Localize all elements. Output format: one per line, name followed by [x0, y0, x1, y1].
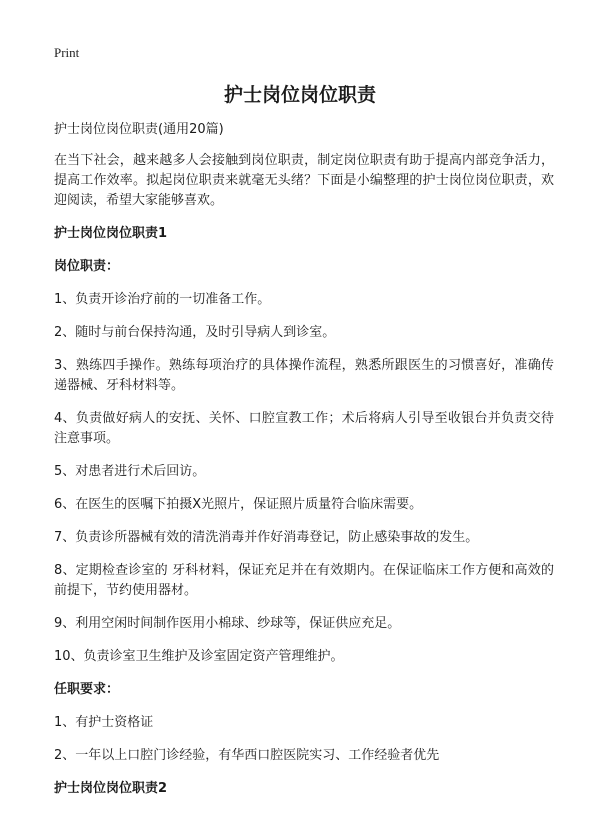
duty-item: 4、负责做好病人的安抚、关怀、口腔宣教工作；术后将病人引导至收银台并负责交待注意事项。: [54, 411, 554, 446]
duty-item: 1、负责开诊治疗前的一切准备工作。: [54, 292, 271, 307]
article-body: [54, 120, 554, 812]
intro-paragraph: 在当下社会，越来越多人会接触到岗位职责，制定岗位职责有助于提高内部竞争活力，提高工作效率。拟起岗位职责来就毫无头绪？下面是小编整理的护士岗位岗位职责，欢迎阅读，希望大家能够喜欢。: [54, 153, 554, 208]
duty-item: 5、对患者进行术后回访。: [54, 464, 206, 479]
duty-item: 6、在医生的医嘱下拍摄X光照片，保证照片质量符合临床需要。: [54, 497, 423, 512]
print-link[interactable]: Print: [54, 45, 80, 60]
duty-item: 9、利用空闲时间制作医用小棉球、纱球等，保证供应充足。: [54, 616, 401, 631]
duties-heading: 岗位职责：: [54, 259, 120, 274]
duty-item: 3、熟练四手操作。熟练每项治疗的具体操作流程，熟悉所跟医生的习惯喜好，准确传递器械、牙科材料等。: [54, 358, 554, 393]
section-heading-2: 护士岗位岗位职责2: [54, 781, 168, 796]
requirement-item: 1、有护士资格证: [54, 715, 154, 730]
duty-item: 7、负责诊所器械有效的清洗消毒并作好消毒登记，防止感染事故的发生。: [54, 530, 479, 545]
page-title: 护士岗位岗位职责: [223, 84, 376, 106]
duty-item: 8、定期检查诊室的 牙科材料，保证充足并在有效期内。在保证临床工作方便和高效的前提下，节约使用器材。: [54, 563, 554, 598]
requirements-heading: 任职要求：: [54, 682, 120, 697]
article-subtitle: 护士岗位岗位职责(通用20篇): [54, 122, 224, 137]
requirement-item: 2、一年以上口腔门诊经验，有华西口腔医院实习、工作经验者优先: [54, 748, 440, 763]
duty-item: 2、随时与前台保持沟通，及时引导病人到诊室。: [54, 325, 336, 340]
section-heading-1: 护士岗位岗位职责1: [54, 226, 168, 241]
duty-item: 10、负责诊室卫生维护及诊室固定资产管理维护。: [54, 649, 344, 664]
